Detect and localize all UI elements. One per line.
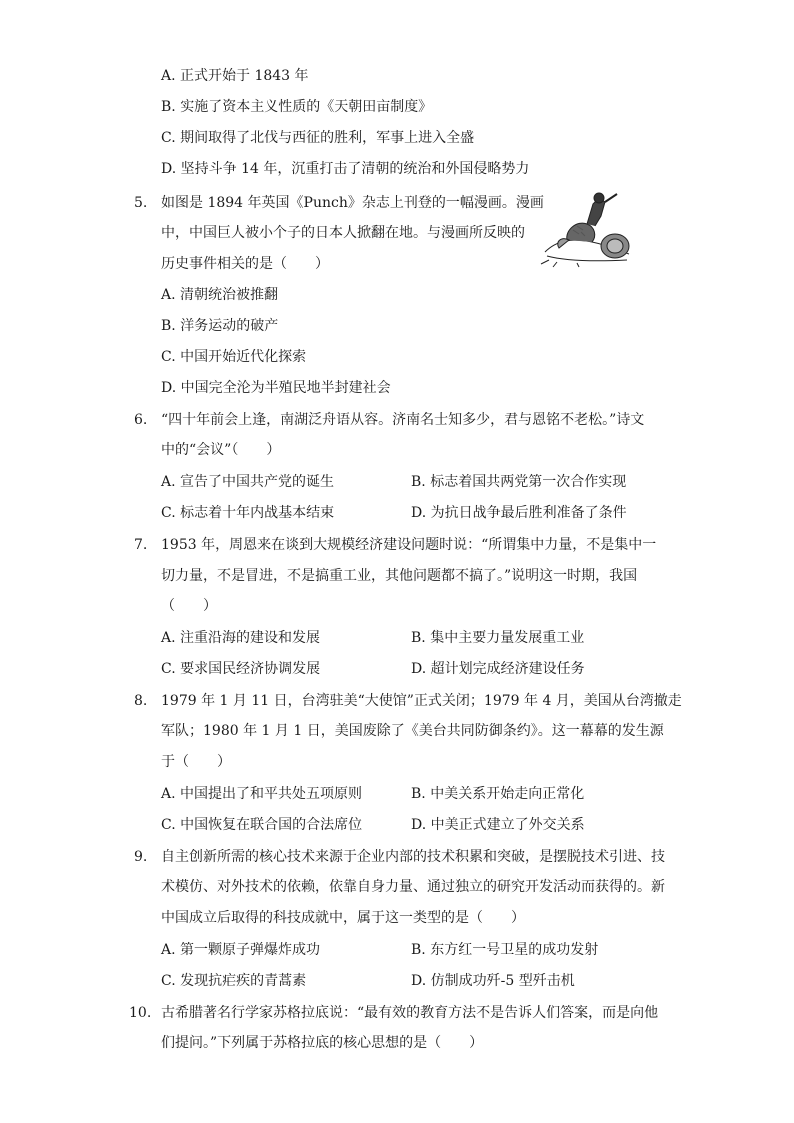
option-a: A. 宣告了中国共产党的诞生 — [161, 474, 335, 490]
question-number: 7. — [134, 537, 148, 553]
question-stem: 于（ ） — [161, 754, 231, 770]
question-stem: 自主创新所需的核心技术来源于企业内部的技术积累和突破，是摆脱技术引进、技 — [161, 849, 665, 865]
question-number: 9. — [134, 849, 148, 865]
question-stem: （ ） — [161, 598, 217, 614]
question-stem: 军队；1980 年 1 月 1 日，美国废除了《美台共同防御条约》。这一幕幕的发生源 — [161, 723, 664, 739]
option-d: D. 仿制成功歼-5 型歼击机 — [411, 973, 575, 989]
option-d: D. 中国完全沦为半殖民地半封建社会 — [161, 380, 391, 396]
option-d: D. 坚持斗争 14 年，沉重打击了清朝的统治和外国侵略势力 — [161, 161, 530, 177]
option-c: C. 中国恢复在联合国的合法席位 — [161, 817, 363, 833]
option-d: D. 中美正式建立了外交关系 — [411, 817, 585, 833]
option-a: A. 中国提出了和平共处五项原则 — [161, 786, 363, 802]
question-stem: 1953 年，周恩来在谈到大规模经济建设问题时说：“所谓集中力量，不是集中一 — [161, 537, 657, 553]
question-stem: “四十年前会上逢，南湖泛舟语从容。济南名士知多少，君与恩铭不老松。”诗文 — [161, 412, 645, 428]
question-number: 5. — [134, 195, 148, 211]
option-d: D. 为抗日战争最后胜利准备了条件 — [411, 505, 627, 521]
question-stem: 历史事件相关的是（ ） — [161, 256, 329, 272]
question-number: 6. — [134, 412, 148, 428]
question-stem: 1979 年 1 月 11 日，台湾驻美“大使馆”正式关闭；1979 年 4 月，美国从台湾撤走 — [161, 693, 682, 709]
question-number: 10. — [129, 1005, 152, 1021]
option-b: B. 洋务运动的破产 — [161, 318, 279, 334]
option-b: B. 集中主要力量发展重工业 — [411, 630, 585, 646]
question-stem: 中国成立后取得的科技成就中，属于这一类型的是（ ） — [161, 910, 525, 926]
punch-cartoon-icon — [537, 190, 637, 268]
option-b: B. 中美关系开始走向正常化 — [411, 786, 585, 802]
option-a: A. 正式开始于 1843 年 — [161, 68, 309, 84]
option-c: C. 中国开始近代化探索 — [161, 349, 307, 365]
option-b: B. 东方红一号卫星的成功发射 — [411, 942, 599, 958]
option-c: C. 标志着十年内战基本结束 — [161, 505, 335, 521]
option-c: C. 期间取得了北伐与西征的胜利，军事上进入全盛 — [161, 130, 475, 146]
question-number: 8. — [134, 693, 148, 709]
question-stem: 中的“会议”（ ） — [161, 442, 281, 458]
option-a: A. 第一颗原子弹爆炸成功 — [161, 942, 321, 958]
question-stem: 古希腊著名行学家苏格拉底说：“最有效的教育方法不是告诉人们答案，而是向他 — [161, 1005, 659, 1021]
option-b: B. 实施了资本主义性质的《天朝田亩制度》 — [161, 99, 433, 115]
question-stem: 术模仿、对外技术的依赖，依靠自身力量、通过独立的研究开发活动而获得的。新 — [161, 879, 665, 895]
question-stem: 如图是 1894 年英国《Punch》杂志上刊登的一幅漫画。漫画 — [161, 195, 544, 211]
option-c: C. 发现抗疟疾的青蒿素 — [161, 973, 307, 989]
question-stem: 中，中国巨人被小个子的日本人掀翻在地。与漫画所反映的 — [161, 225, 525, 241]
question-stem: 切力量，不是冒进，不是搞重工业，其他问题都不搞了。”说明这一时期，我国 — [161, 568, 638, 584]
option-c: C. 要求国民经济协调发展 — [161, 661, 321, 677]
option-d: D. 超计划完成经济建设任务 — [411, 661, 585, 677]
option-a: A. 清朝统治被推翻 — [161, 287, 279, 303]
option-a: A. 注重沿海的建设和发展 — [161, 630, 321, 646]
question-stem: 们提问。”下列属于苏格拉底的核心思想的是（ ） — [161, 1035, 484, 1051]
option-b: B. 标志着国共两党第一次合作实现 — [411, 474, 627, 490]
